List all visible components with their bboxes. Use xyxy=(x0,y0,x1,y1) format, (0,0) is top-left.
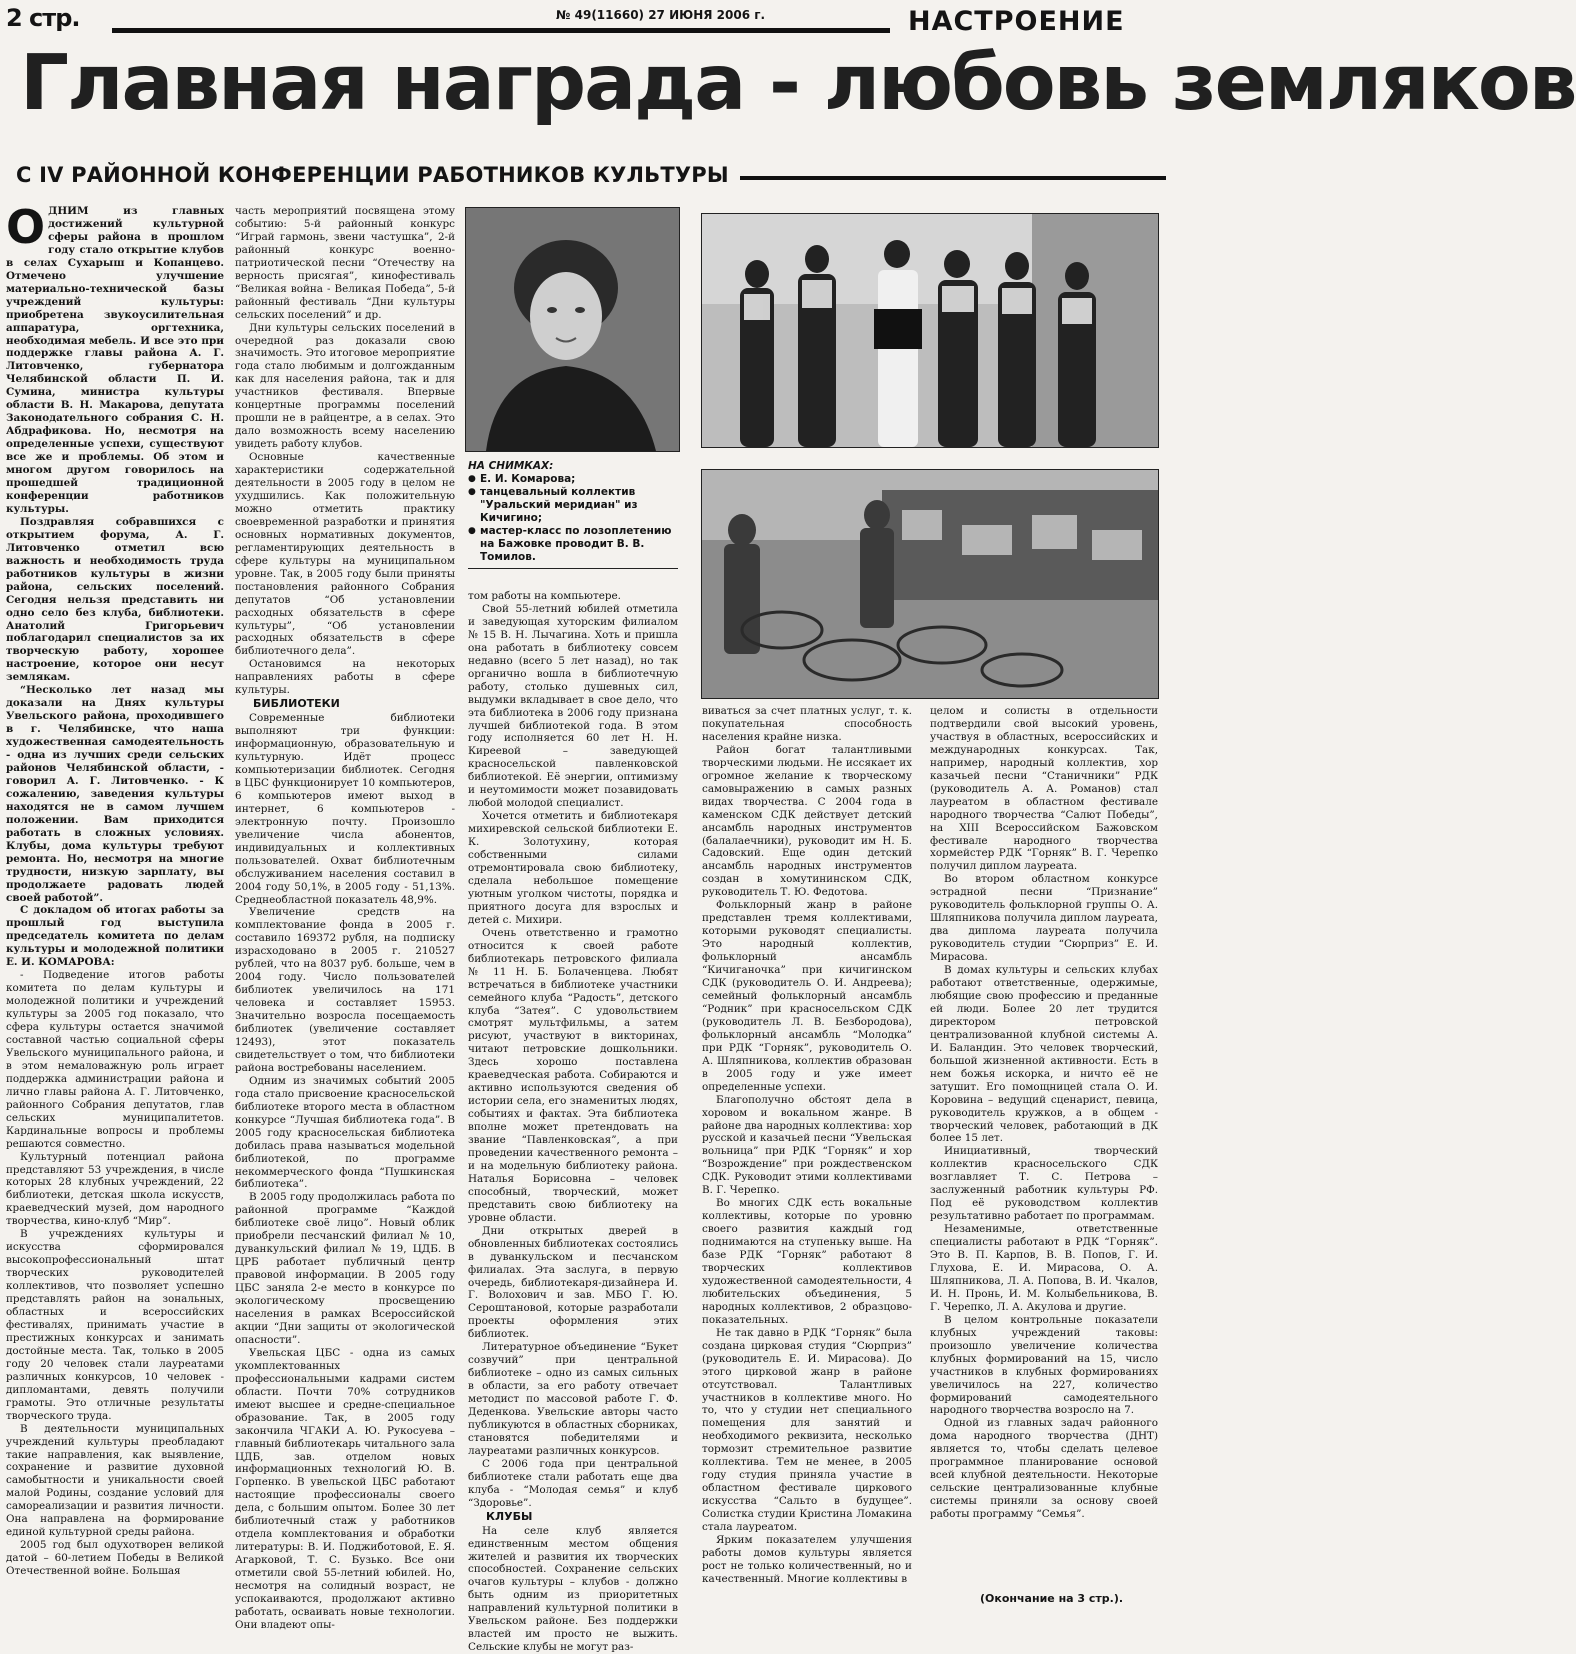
paragraph: Во многих СДК есть вокальные коллективы, которые по уровню своего развития каждый год поднимаются на ступеньку выше. На базе РДК “Горняк” работают 8 творческих коллективов художественной самодеятельности, 4 любительских объединения, 5 народных коллективов, 2 образцово-показательных. xyxy=(702,1197,912,1326)
header-rule xyxy=(112,28,890,33)
paragraph: Поздравляя собравшихся с открытием форума, А. Г. Литовченко отметил всю важность и необходимость труда работников культуры в жизни района, сельских поселений. Сегодня нельзя представить ни одно село без клуба, библиотеки. Анатолий Григорьевич поблагодарил специалистов за их творческую работу, хорошее настроение, которое они несут землякам. xyxy=(6,515,224,684)
paragraph: Дни культуры сельских поселений в очередной раз доказали свою значимость. Это итоговое мероприятие года стало любимым и долгожданным как для населения района, так и для участников фестиваля. Впервые концертные программы поселений прошли не в райцентре, а в селах. Это дало возможность всему населению увидеть работу клубов. xyxy=(235,321,455,451)
paragraph: Благополучно обстоят дела в хоровом и вокальном жанре. В районе два народных коллектива: хор русской и казачьей песни “Увельская вольница” при РДК “Горняк” и хор “Возрождение” при рождественском СДК. Руководит этими коллективами В. Г. Черепко. xyxy=(702,1093,912,1197)
quote-paragraph: “Несколько лет назад мы доказали на Днях культуры Увельского района, проходившего в г. Челябинске, что наша художественная самодеятельность - одна из лучших среди сельских районов Челябинской области, - говорил А. Г. Литовченко. - К сожалению, заведения культуры находятся не в самом лучшем положении. Вам приходится работать в сложных условиях. Клубы, дома культуры требуют ремонта. Но, несмотря на многие трудности, низкую зарплату, вы продолжаете радовать людей своей работой”. xyxy=(6,684,224,904)
paragraph: Остановимся на некоторых направлениях работы в сфере культуры. xyxy=(235,658,455,697)
article-subhead: С IV РАЙОННОЙ КОНФЕРЕНЦИИ РАБОТНИКОВ КУЛЬТУРЫ xyxy=(16,163,729,187)
text-column-4 xyxy=(702,705,912,1613)
paragraph: Основные качественные характеристики содержательной деятельности в 2005 году в целом не ухудшились. Как положительную можно отметить практику своевременной разработки и принятия основных нормативных документов, регламентирующих деятельность в сфере культуры на муниципальном уровне. Так, в 2005 году были приняты постановления районного Собрания депутатов “Об установлении расходных обязательств в сфере культуры”, “Об установлении расходных обязательств в сфере библиотечного дела”. xyxy=(235,451,455,658)
lead-paragraph: ОДНИМ из главных достижений культурной сферы района в прошлом году стало открытие клубов в селах Сухарыш и Копанцево. Отмечено улучшение материально-технической базы учреждений культуры: приобретена звукоусилительная аппаратура, оргтехника, необходимая мебель. И все это при поддержке главы района А. Г. Литовченко, губернатора Челябинской области П. И. Сумина, министра культуры области В. Н. Макарова, депутата Законодательного собрания С. Н. Абдрафикова. Но, несмотря на определенные успехи, существуют все же и проблемы. Об этом и многом другом говорилось на прошедшей традиционной конференции работников культуры. xyxy=(6,200,224,515)
section-heading-clubs: КЛУБЫ xyxy=(486,1509,533,1523)
subhead-rule xyxy=(740,176,1166,180)
text-column-5 xyxy=(930,705,1158,1587)
drop-cap: О xyxy=(6,200,46,254)
text-column-2 xyxy=(235,205,455,1631)
paragraph: Культурный потенциал района представляют 53 учреждения, в числе которых 28 клубных учреждений, 22 библиотеки, детская школа искусств, краеведческий музей, дом народного творчества, кино-клуб “Мир”. xyxy=(6,1150,224,1228)
paragraph: часть мероприятий посвящена этому событию: 5-й районный конкурс “Играй гармонь, звени частушка”, 2-й районный конкурс военно-патриотической песни “Отечеству на верность присягая”, кинофестиваль “Великая война - Великая Победа”, 5-й районный фестиваль “Дни культуры сельских поселений” и др. xyxy=(235,205,455,321)
paragraph: 2005 год был одухотворен великой датой – 60-летием Победы в Великой Отечественной войне. Большая xyxy=(6,1539,224,1578)
paragraph: виваться за счет платных услуг, т. к. покупательная способность населения крайне низка. xyxy=(702,705,912,743)
photo-portrait xyxy=(465,207,680,452)
photo-ensemble xyxy=(701,213,1159,448)
paragraph: Дни открытых дверей в обновленных библиотеках состоялись в дуванкульском и песчанском филиалах. Эта заслуга, в первую очередь, библиотекаря-дизайнера И. Г. Волохович и зав. МБО Г. Ю. Сероштановой, которые разработали проекты оформления этих библиотек. xyxy=(468,1224,678,1341)
paragraph: В учреждениях культуры и искусства сформировался высокопрофессиональный штат творческих руководителей коллективов, что позволяет успешно представлять район на зональных, областных и всероссийских фестивалях, принимать участие в престижных конкурсах и занимать достойные места. Так, только в 2005 году 20 человек стали лауреатами различных конкурсов, 10 человек - дипломантами, девять получили грамоты. Это отличные результаты творческого труда. xyxy=(6,1228,224,1422)
paragraph: Очень ответственно и грамотно относится к своей работе библиотекарь петровского филиала № 11 Н. Б. Болаченцева. Любят встречаться в библиотеке участники семейного клуба “Радость”, детского клуба “Затея”. С удовольствием смотрят мультфильмы, а затем рисуют, участвуют в викторинах, читают петровские дошкольники. Здесь хорошо поставлена краеведческая работа. Собираются и активно используются сведения об истории села, его знаменитых людях, событиях и фактах. Эта библиотека вполне может претендовать на звание “Павленковская”, а при проведении качественного ремонта – и на модельную библиотеку района. Наталья Борисовна – человек способный, творческий, может представить свою библиотеку на уровне области. xyxy=(468,926,678,1224)
paragraph: Инициативный, творческий коллектив красносельского СДК возглавляет Т. С. Петрова – заслуженный работник культуры РФ. Под её руководством коллектив результативно работает по программам. xyxy=(930,1145,1158,1223)
paragraph: В целом контрольные показатели клубных учреждений таковы: произошло увеличение количества клубных формирований на 15, число участников в клубных формированиях увеличилось на 227, количество формирований самодеятельного народного творчества возросло на 7. xyxy=(930,1313,1158,1417)
paragraph: Современные библиотеки выполняют три функции: информационную, образовательную и культурную. Идёт процесс компьютеризации библиотек. Сегодня в ЦБС функционирует 10 компьютеров, 6 компьютеров имеют выход в интернет, 6 компьютеров - электронную почту. Произошло увеличение числа абонентов, индивидуальных и коллективных пользователей. Охват библиотечным обслуживанием населения составил в 2004 году 50,1%, в 2005 году - 51,13%. Среднеобластной показатель 48,9%. xyxy=(235,712,455,906)
paragraph: Увельская ЦБС - одна из самых укомплектованных профессиональными кадрами систем области. Почти 70% сотрудников имеют высшее и средне-специальное образование. Так, в 2005 году закончила ЧГАКИ А. Ю. Рукосуева – главный библиотекарь читального зала ЦДБ, зав. отделом новых информационных технологий Ю. В. Горпенко. В увельской ЦБС работают настоящие профессионалы своего дела, с большим опытом. Более 30 лет библиотечный стаж у работников отдела комплектования и обработки литературы: В. И. Поджиботовой, Е. Я. Агарковой, Т. С. Бузько. Все они отметили свой 55-летний юбилей. Но, несмотря на солидный возраст, не успокаиваются, продолжают активно работать, осваивать новые технологии. Они владеют опы- xyxy=(235,1346,455,1631)
photo-caption xyxy=(468,460,678,569)
paragraph: С докладом об итогах работы за прошлый год выступила председатель комитета по делам культуры и молодежной политики Е. И. КОМАРОВА: xyxy=(6,904,224,969)
paragraph: Одной из главных задач районного дома народного творчества (ДНТ) является то, чтобы сделать целевое программное планирование основой всей клубной деятельности. Некоторые сельские централизованные клубные системы приняли за основу своей работы программу “Семья”. xyxy=(930,1417,1158,1521)
paragraph: На селе клуб является единственным местом общения жителей и развития их творческих способностей. Сохранение сельских очагов культуры – клубов - должно быть одним из приоритетных направлений культурной политики в Увельском районе. Без поддержки властей им просто не выжить. Сельские клубы не могут раз- xyxy=(468,1524,678,1654)
caption-item: ● Е. И. Комарова; xyxy=(468,473,678,486)
paragraph: Район богат талантливыми творческими людьми. Не иссякает их огромное желание к творческому самовыражению в самых разных видах творчества. С 2004 года в каменском СДК действует детский ансамбль народных инструментов (балалаечники), руководит им Н. Б. Садовский. Еще один детский ансамбль народных инструментов создан в хомутининском СДК, руководитель Т. Ю. Федотова. xyxy=(702,743,912,899)
paragraph: В домах культуры и сельских клубах работают ответственные, одержимые, любящие свою профессию и преданные ей люди. Более 20 лет трудится директором петровской централизованной клубной системы А. И. Баландин. Это человек творческий, большой жизненной активности. Есть в нем божья искорка, и ничто её не затушит. Его помощницей стала О. И. Коровина – ведущий сценарист, певица, руководитель кружков, а в общем - творческий человек, работающий в ДК более 15 лет. xyxy=(930,964,1158,1145)
photo-master-class xyxy=(701,469,1159,699)
paragraph: - Подведение итогов работы комитета по делам культуры и молодежной политики и учреждений культуры за 2005 год показало, что сфера культуры остается значимой составной частью социальной сферы Увельского муниципального района, и в этом немаловажную роль играет поддержка администрации района и лично главы района А. Г. Литовченко, районного Собрания депутатов, глав сельских муниципалитетов. Кардинальные вопросы и проблемы решаются совместно. xyxy=(6,969,224,1150)
caption-item: ● мастер-класс по лозоплетению на Бажовке проводит В. В. Томилов. xyxy=(468,525,678,564)
paragraph: С 2006 года при центральной библиотеке стали работать еще два клуба - “Молодая семья” и клуб “Здоровье”. xyxy=(468,1457,678,1509)
continued-note: (Окончание на 3 стр.). xyxy=(980,1592,1124,1605)
paragraph: Во втором областном конкурсе эстрадной песни “Признание” руководитель фольклорной группы О. А. Шляпникова получила диплом лауреата, два диплома лауреата получила руководитель студии “Сюрприз” Е. И. Мирасова. xyxy=(930,873,1158,964)
paragraph: Незаменимые, ответственные специалисты работают в РДК “Горняк”. Это В. П. Карпов, В. В. Попов, Г. И. Глухова, Е. И. Мирасова, О. А. Шляпникова, Л. А. Попова, В. И. Чкалов, И. Н. Пронь, И. М. Колыбельникова, В. Г. Черепко, Л. А. Акулова и другие. xyxy=(930,1223,1158,1313)
caption-item: ● танцевальный коллектив "Уральский меридиан" из Кичигино; xyxy=(468,486,678,525)
text-column-1 xyxy=(6,200,224,1613)
caption-title: НА СНИМКАХ: xyxy=(468,460,554,472)
article-headline: Главная награда - любовь земляков xyxy=(20,39,1576,128)
caption-list xyxy=(468,473,678,564)
paragraph: В деятельности муниципальных учреждений культуры преобладают такие направления, как выявление, сохранение и развитие духовной самобытности и уникальности своей малой Родины, создание условий для самореализации и развития личности. Она направлена на формирование единой культурной среды района. xyxy=(6,1422,224,1539)
paragraph: том работы на компьютере. xyxy=(468,590,621,602)
paragraph: Хочется отметить и библиотекаря михиревской сельской библиотеки Е. К. Золотухину, которая собственными силами отремонтировала свою библиотеку, сделала небольшое помещение уютным уголком чистоты, порядка и приятного досуга для взрослых и детей с. Михири. xyxy=(468,810,678,926)
paragraph: В 2005 году продолжилась работа по районной программе “Каждой библиотеке своё лицо”. Новый облик приобрели песчанский филиал № 10, дуванкульский филиал № 19, ЦДБ. В ЦРБ работает публичный центр правовой информации. В 2005 году ЦБС заняла 2-е место в конкурсе по экологическому просвещению населения в рамках Всероссийской акции “Дни защиты от экологической опасности”. xyxy=(235,1191,455,1346)
paragraph: целом и солисты в отдельности подтвердили свой высокий уровень, участвуя в областных, всероссийских и международных конкурсах. Так, например, народный коллектив, хор казачьей песни “Станичники” РДК (руководитель А. А. Романов) стал лауреатом в областном фестивале народного творчества “Салют Победы”, на XIII Всероссийском Бажовском фестивале народного творчества хормейстер РДК “Горняк” В. Г. Черепко получил диплом лауреата. xyxy=(930,705,1158,873)
paragraph: Ярким показателем улучшения работы домов культуры является рост не только количественный, но и качественный. Многие коллективы в xyxy=(702,1534,912,1585)
paragraph: Увеличение средств на комплектование фонда в 2005 г. составило 169372 рубля, на подписку израсходовано в 2005 г. 210527 рублей, что на 8037 руб. больше, чем в 2004 году. Число пользователей библиотек увеличилось на 171 человека и составляет 15953. Значительно возросла посещаемость библиотек (увеличение составляет 12493), этот показатель свидетельствует о том, что библиотеки района востребованы населением. xyxy=(235,906,455,1074)
section-heading-libraries: БИБЛИОТЕКИ xyxy=(253,697,340,711)
paragraph: Фольклорный жанр в районе представлен тремя коллективами, которыми руководят специалисты. Это народный коллектив, фольклорный ансамбль “Кичиганочка” при кичигинском СДК (руководитель О. И. Андреева); семейный фольклорный ансамбль “Родник” при красносельском СДК (руководитель Л. В. Безбородова), фольклорный ансамбль “Молодка” при РДК “Горняк”, руководитель О. А. Шляпникова, коллектив образован в 2005 году и уже имеет определенные успехи. xyxy=(702,899,912,1093)
paragraph: Одним из значимых событий 2005 года стало присвоение красносельской библиотеке второго места в областном конкурсе “Лучшая библиотека года”. В 2005 году красносельская библиотека добилась права называться модельной библиотекой, по программе некоммерческого фонда “Пушкинская библиотека”. xyxy=(235,1074,455,1191)
text-column-3 xyxy=(468,590,678,1654)
section-rubric: НАСТРОЕНИЕ xyxy=(908,6,1125,37)
page-number: 2 стр. xyxy=(6,4,80,32)
issue-date: № 49(11660) 27 ИЮНЯ 2006 г. xyxy=(556,8,766,22)
paragraph: Свой 55-летний юбилей отметила и заведующая хуторским филиалом № 15 В. Н. Лычагина. Хоть и пришла она работать в библиотеку совсем недавно (всего 5 лет назад), но так органично вошла в библиотечную работу, столько душевных сил, выдумки вкладывает в свое дело, что эта библиотека в 2006 году признана лучшей библиотекой года. В этом году исполняется 60 лет Н. Н. Киреевой – заведующей красносельской павленковской библиотекой. Её энергии, оптимизму и неутомимости может позавидовать любой молодой специалист. xyxy=(468,602,678,810)
paragraph: Литературное объединение “Букет созвучий” при центральной библиотеке – одно из самых сильных в области, за его работу отвечает методист по массовой работе Г. Ф. Деденкова. Увельские авторы часто публикуются в областных сборниках, становятся победителями и лауреатами различных конкурсов. xyxy=(468,1341,678,1457)
paragraph: Не так давно в РДК “Горняк” была создана цирковая студия “Сюрприз” (руководитель Е. И. Мирасова). До этого цирковой жанр в районе отсутствовал. Талантливых участников в коллективе много. Но то, что у студии нет специального помещения для занятий и необходимого реквизита, несколько тормозит стремительное развитие коллектива. Тем не менее, в 2005 году студия приняла участие в областном фестивале циркового искусства “Сальто в будущее”. Солистка студии Кристина Ломакина стала лауреатом. xyxy=(702,1326,912,1534)
